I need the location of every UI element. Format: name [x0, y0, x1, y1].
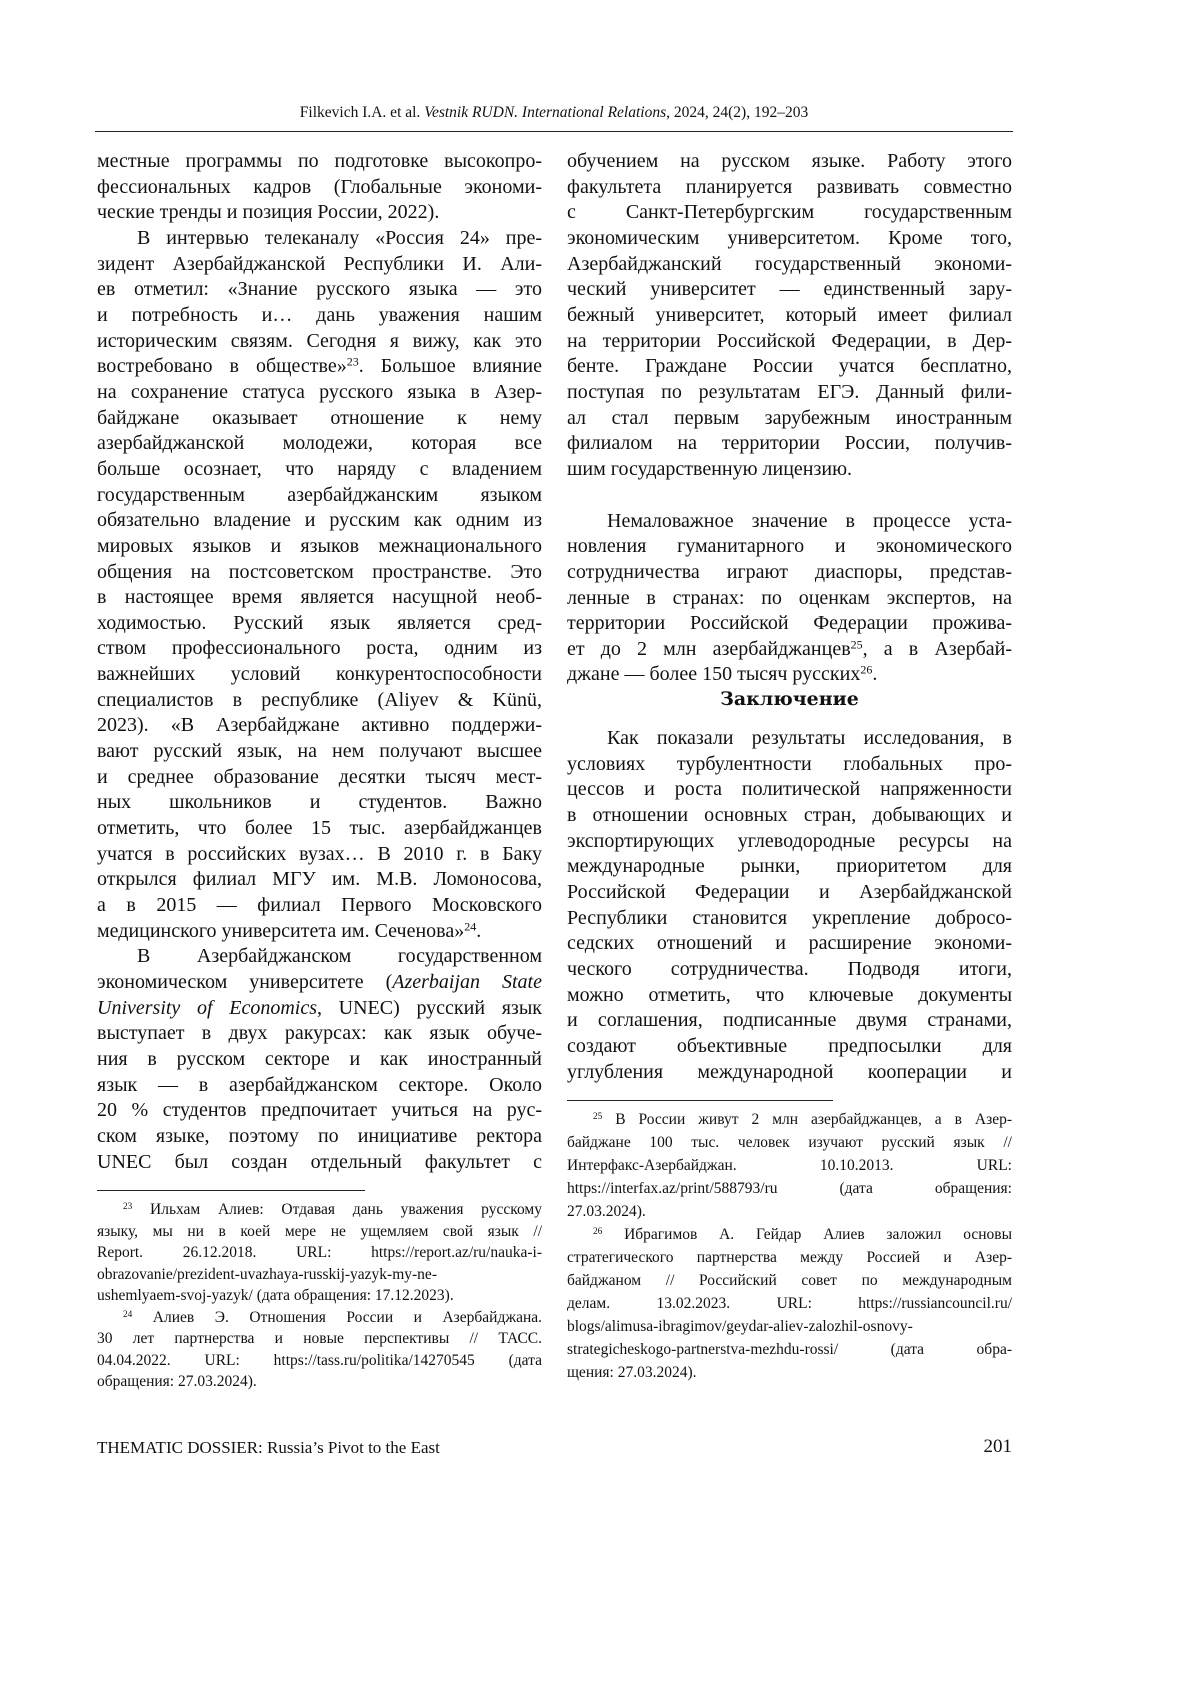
text-line: [97, 1047, 542, 1073]
text-line: [97, 713, 542, 739]
text-line: [97, 508, 542, 534]
text-line: [97, 1073, 542, 1099]
text: ленные в странах: по оценкам экспертов, на: [567, 587, 1012, 609]
text: байджане 100 тыс. человек изучают русский язык //: [567, 1134, 1012, 1151]
text: экономическим университетом. Кроме того,: [567, 227, 1012, 249]
text-line: [97, 816, 542, 842]
text-line: [97, 534, 542, 560]
text-line: [567, 431, 1012, 457]
text: Report. 26.12.2018. URL: https://report.az/ru/nauka-i-: [97, 1244, 542, 1261]
paragraph: [567, 726, 1012, 1085]
text: в настоящее время является насущной необ-: [97, 586, 542, 608]
text: Азербайджанский государственный экономи-: [567, 253, 1012, 275]
footnote-ref: 26: [860, 663, 872, 677]
text-line: [97, 252, 542, 278]
text-line: [567, 957, 1012, 983]
text: Ибрагимов А. Гейдар Алиев заложил основы: [602, 1226, 1012, 1243]
text: ском языке, поэтому по инициативе ректора: [97, 1125, 542, 1147]
text: зидент Азербайджанской Республики И. Али-: [97, 253, 542, 275]
text: , UNEC) русский язык: [317, 997, 542, 1019]
text-line: [567, 277, 1012, 303]
text-line: [97, 611, 542, 637]
text-line: [567, 1200, 1012, 1223]
paragraph: [97, 149, 542, 226]
text: ческого сотрудничества. Подводя итоги,: [567, 958, 1012, 980]
footnote-ref: 25: [851, 637, 863, 651]
text-line: [567, 509, 1012, 535]
text: территории Российской Федерации прожива-: [567, 612, 1012, 634]
text: Интерфакс-Азербайджан. 10.10.2013. URL:: [567, 1157, 1012, 1174]
text: общения на постсоветском пространстве. Это: [97, 561, 542, 583]
paragraph: [97, 944, 542, 1175]
text: с Санкт-Петербургским государственным: [567, 201, 1012, 223]
text: щения: 27.03.2024).: [567, 1364, 697, 1381]
text: Российской Федерации и Азербайджанской: [567, 881, 1012, 903]
footnotes-left: [97, 1199, 542, 1393]
text-line: [97, 457, 542, 483]
text-line: [97, 1264, 542, 1286]
text-line: [97, 688, 542, 714]
text: сотрудничества играют диаспоры, представ-: [567, 561, 1012, 583]
text: поступая по результатам ЕГЭ. Данный фили-: [567, 381, 1012, 403]
section-heading-conclusion: Заключение: [567, 688, 1012, 710]
text: языку, мы ни в коей мере не ущемляем свой язык //: [97, 1223, 542, 1240]
text-line: [567, 1246, 1012, 1269]
text: strategicheskogo-partnerstva-mezhdu-rossi/ (дата обра-: [567, 1341, 1012, 1358]
text-line: [567, 1034, 1012, 1060]
text-line: [97, 1242, 542, 1264]
text-line: [567, 880, 1012, 906]
text-line: [567, 1154, 1012, 1177]
text-line: [567, 854, 1012, 880]
text-line: [567, 1131, 1012, 1154]
text: obrazovanie/prezident-uvazhaya-russkij-yazyk-my-ne-: [97, 1266, 437, 1283]
text-line: [567, 457, 1012, 483]
text-line: [567, 726, 1012, 752]
text: на территории Российской Федерации, в Дер-: [567, 330, 1012, 352]
text-line: [97, 585, 542, 611]
text: обязательно владение и русским как одним из: [97, 509, 542, 531]
text-line: [97, 790, 542, 816]
text: седских отношений и расширение экономи-: [567, 932, 1012, 954]
text-line: [97, 226, 542, 252]
text-line: [567, 1292, 1012, 1315]
footnote-ref: 24: [123, 1309, 132, 1319]
text-line: [97, 329, 542, 355]
text-line: [97, 200, 542, 226]
text: Алиев Э. Отношения России и Азербайджана.: [132, 1309, 542, 1326]
text: экспортирующих углеводородные ресурсы на: [567, 830, 1012, 852]
text-line: [567, 226, 1012, 252]
text: . Большое влияние: [359, 355, 542, 377]
text-line: [567, 303, 1012, 329]
text-line: [97, 893, 542, 919]
header-rule: [95, 131, 1013, 132]
text: можно отметить, что ключевые документы: [567, 984, 1012, 1006]
text: байджаном // Российский совет по международным: [567, 1272, 1012, 1289]
text: в отношении основных стран, добывающих и: [567, 804, 1012, 826]
text: 04.04.2022. URL: https://tass.ru/politika/14270545 (дата: [97, 1352, 542, 1369]
header-details: , 2024, 24(2), 192–203: [666, 104, 808, 121]
text: важнейших условий конкурентоспособности: [97, 663, 542, 685]
text: и соглашения, подписанные двумя странами,: [567, 1009, 1012, 1031]
text: больше осознает, что наряду с владением: [97, 458, 542, 480]
text: .: [476, 920, 481, 942]
text: цессов и роста политической напряженности: [567, 778, 1012, 800]
text: и среднее образование десятки тысяч мест-: [97, 766, 542, 788]
text-line: [97, 662, 542, 688]
text-line: [567, 829, 1012, 855]
text: международные рынки, приоритетом для: [567, 855, 1012, 877]
text: делам. 13.02.2023. URL: https://russiancouncil.ru/: [567, 1295, 1012, 1312]
text: азербайджанской молодежи, которая все: [97, 432, 542, 454]
text: В России живут 2 млн азербайджанцев, а в Азер-: [602, 1111, 1012, 1128]
text: язык — в азербайджанском секторе. Около: [97, 1074, 542, 1096]
text-line: [567, 777, 1012, 803]
text-line: [97, 1350, 542, 1372]
header-journal: Vestnik RUDN. International Relations: [424, 104, 666, 121]
text: филиалом на территории России, получив-: [567, 432, 1012, 454]
text-line: [97, 1307, 542, 1329]
italic-text: University of Economics: [97, 997, 317, 1019]
text-line: [97, 1285, 542, 1307]
paragraph: [567, 149, 1012, 483]
text: ushemlyaem-svoj-yazyk/ (дата обращения: 17.12.2023).: [97, 1287, 454, 1304]
footer-section-title: THEMATIC DOSSIER: Russia’s Pivot to the East: [97, 1438, 440, 1458]
text: учатся в российских вузах… В 2010 г. в Баку: [97, 843, 542, 865]
text: обучением на русском языке. Работу этого: [567, 150, 1012, 172]
text-line: [97, 1371, 542, 1393]
text-line: [97, 765, 542, 791]
text-line: [97, 919, 542, 945]
text-line: [567, 560, 1012, 586]
footnote-ref: 26: [593, 1227, 602, 1237]
text: новления гуманитарного и экономического: [567, 535, 1012, 557]
text-line: [567, 175, 1012, 201]
text-line: [97, 1021, 542, 1047]
paragraph: [567, 1223, 1012, 1384]
text: 27.03.2024).: [567, 1203, 646, 1220]
text-line: [567, 1315, 1012, 1338]
text: и потребность и… дань уважения нашим: [97, 304, 542, 326]
text: Немаловажное значение в процессе уста-: [607, 510, 1012, 532]
text-line: [97, 303, 542, 329]
text: государственным азербайджанским языком: [97, 484, 542, 506]
text: 20 % студентов предпочитает учиться на рус-: [97, 1099, 542, 1121]
text-line: [97, 560, 542, 586]
text: местные программы по подготовке высокопро-: [97, 150, 542, 172]
text: ния в русском секторе и как иностранный: [97, 1048, 542, 1070]
text-line: [567, 1060, 1012, 1086]
text: медицинского университета им. Сеченова»: [97, 920, 464, 942]
text-line: [567, 1223, 1012, 1246]
text-line: [567, 149, 1012, 175]
text-line: [97, 944, 542, 970]
text: обращения: 27.03.2024).: [97, 1373, 257, 1390]
text: ством профессионального роста, одним из: [97, 637, 542, 659]
text: специалистов в республике (Aliyev & Künü,: [97, 689, 542, 711]
text-line: [97, 867, 542, 893]
text: байджане оказывает отношение к нему: [97, 407, 542, 429]
text-line: [567, 662, 1012, 688]
text: 30 лет партнерства и новые перспективы // ТАСС.: [97, 1330, 542, 1347]
text-line: [97, 431, 542, 457]
footnote-ref: 23: [123, 1202, 132, 1212]
text-line: [567, 200, 1012, 226]
text-line: [97, 739, 542, 765]
text-line: [567, 1177, 1012, 1200]
text: В Азербайджанском государственном: [137, 945, 542, 967]
text-line: [567, 1008, 1012, 1034]
text-line: [97, 1221, 542, 1243]
text-line: [97, 970, 542, 996]
text-line: [97, 1199, 542, 1221]
right-column-text-top: [567, 149, 1012, 688]
text: стратегического партнерства между Россией и Азер-: [567, 1249, 1012, 1266]
text-line: [567, 380, 1012, 406]
text-line: [567, 752, 1012, 778]
text-line: [567, 252, 1012, 278]
text: а в 2015 — филиал Первого Московского: [97, 894, 542, 916]
paragraph: [567, 1108, 1012, 1223]
text: джане — более 150 тысяч русских: [567, 663, 860, 685]
text: углубления международной кооперации и: [567, 1061, 1012, 1083]
text-line: [97, 277, 542, 303]
running-header: [95, 104, 1013, 122]
left-column-text: [97, 149, 542, 1175]
text-line: [97, 636, 542, 662]
text: ческий университет — единственный зару-: [567, 278, 1012, 300]
paragraph: [97, 226, 542, 944]
text: ческие тренды и позиция России, 2022).: [97, 201, 439, 223]
text: выступает в двух ракурсах: как язык обуче-: [97, 1022, 542, 1044]
text: на сохранение статуса русского языка в Азер-: [97, 381, 542, 403]
footnote-ref: 25: [593, 1112, 602, 1122]
text: ет до 2 млн азербайджанцев: [567, 638, 851, 660]
text-line: [567, 586, 1012, 612]
page-number: 201: [984, 1436, 1013, 1458]
text-line: [97, 996, 542, 1022]
text-line: [567, 906, 1012, 932]
footnote-separator-left: [97, 1190, 365, 1191]
paragraph: [567, 509, 1012, 689]
text: шим государственную лицензию.: [567, 458, 852, 480]
text: мировых языков и языков межнационального: [97, 535, 542, 557]
text-line: [567, 611, 1012, 637]
text: , а в Азербай-: [863, 638, 1012, 660]
text-line: [567, 1338, 1012, 1361]
text-line: [567, 354, 1012, 380]
right-column-text-conclusion: [567, 726, 1012, 1085]
text: бежный университет, который имеет филиал: [567, 304, 1012, 326]
text-line: [567, 637, 1012, 663]
text: Ильхам Алиев: Отдавая дань уважения русскому: [132, 1201, 542, 1218]
text-line: [567, 1269, 1012, 1292]
text-line: [97, 1098, 542, 1124]
text: фессиональных кадров (Глобальные экономи-: [97, 176, 542, 198]
text: экономическом университете (: [97, 971, 392, 993]
footnotes-right: [567, 1108, 1012, 1384]
text: В интервью телеканалу «Россия 24» пре-: [137, 227, 542, 249]
text-line: [97, 406, 542, 432]
footnote-ref: 24: [464, 919, 476, 933]
text-line: [97, 1328, 542, 1350]
text-line: [97, 354, 542, 380]
text-line: [567, 406, 1012, 432]
text: отметить, что более 15 тыс. азербайджанцев: [97, 817, 542, 839]
text-line: [567, 329, 1012, 355]
text: Как показали результаты исследования, в: [607, 727, 1012, 749]
text: UNEC был создан отдельный факультет с: [97, 1151, 542, 1173]
text: востребовано в обществе»: [97, 355, 347, 377]
text-line: [97, 1150, 542, 1176]
text: https://interfax.az/print/588793/ru (дата обращения:: [567, 1180, 1012, 1197]
paragraph: [97, 1199, 542, 1307]
text-line: [567, 931, 1012, 957]
text: создают объективные предпосылки для: [567, 1035, 1012, 1057]
text: ных школьников и студентов. Важно: [97, 791, 542, 813]
text-line: [567, 983, 1012, 1009]
text: открылся филиал МГУ им. М.В. Ломоносова,: [97, 868, 542, 890]
text-line: [567, 1361, 1012, 1384]
text-line: [97, 1124, 542, 1150]
text-line: [97, 149, 542, 175]
text: условиях турбулентности глобальных про-: [567, 753, 1012, 775]
footnote-separator-right: [567, 1100, 833, 1101]
text: факультета планируется развивать совместно: [567, 176, 1012, 198]
header-authors: Filkevich I.A. et al.: [300, 104, 424, 121]
text-line: [97, 483, 542, 509]
text-line: [97, 842, 542, 868]
text: историческим связям. Сегодня я вижу, как это: [97, 330, 542, 352]
text: .: [872, 663, 877, 685]
text: 2023). «В Азербайджане активно поддержи-: [97, 714, 542, 736]
italic-text: Azerbaijan State: [392, 971, 542, 993]
text-line: [97, 380, 542, 406]
text-line: [567, 803, 1012, 829]
text-line: [567, 534, 1012, 560]
text: вают русский язык, на нем получают высшее: [97, 740, 542, 762]
paragraph: [97, 1307, 542, 1393]
text: blogs/alimusa-ibragimov/geydar-aliev-zalozhil-osnovy-: [567, 1318, 913, 1335]
text: ходимостью. Русский язык является сред-: [97, 612, 542, 634]
text: ев отметил: «Знание русского языка — это: [97, 278, 542, 300]
text-line: [97, 175, 542, 201]
text-line: [567, 1108, 1012, 1131]
text: Республики становится укрепление добросо-: [567, 907, 1012, 929]
text: ал стал первым зарубежным иностранным: [567, 407, 1012, 429]
footnote-ref: 23: [347, 355, 359, 369]
text: бенте. Граждане России учатся бесплатно,: [567, 355, 1012, 377]
